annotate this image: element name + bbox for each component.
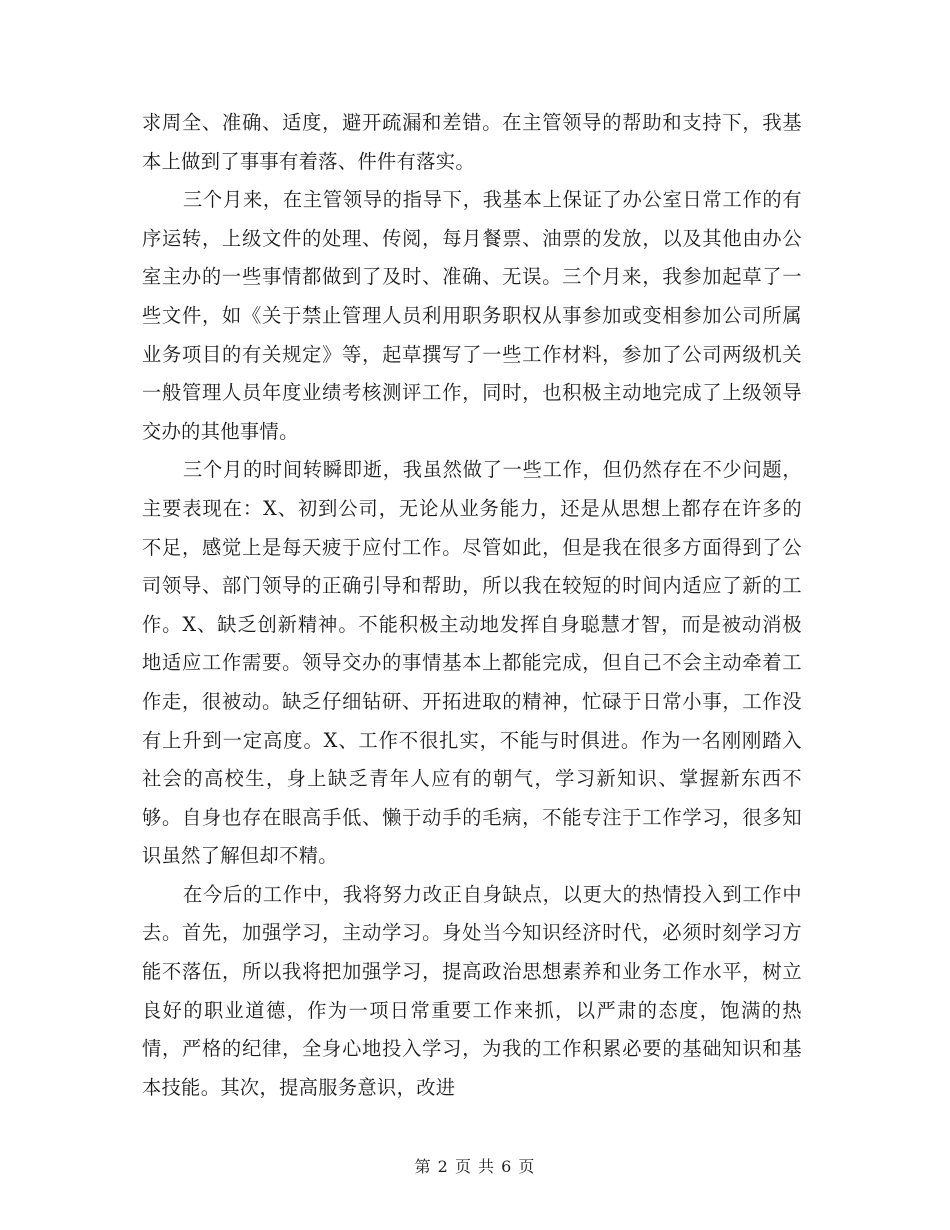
paragraph-2: 三个月来，在主管领导的指导下，我基本上保证了办公室日常工作的有序运转，上级文件的处理、传阅，每月餐票、油票的发放，以及其他由办公室主办的一些事情都做到了及时、准确、无误。三个月来，我参加起草了一些文件，如《关于禁止管理人员利用职务职权从事参加或变相参加公司所属业务项目的有关规定》等，起草撰写了一些工作材料，参加了公司两级机关一般管理人员年度业绩考核测评工作，同时，也积极主动地完成了上级领导交办的其他事情。 bbox=[142, 188, 802, 443]
document-body bbox=[142, 104, 802, 1107]
paragraph-3: 三个月的时间转瞬即逝，我虽然做了一些工作，但仍然存在不少问题，主要表现在：X、初到公司，无论从业务能力，还是从思想上都存在许多的不足，感觉上是每天疲于应付工作。尽管如此，但是我在很多方面得到了公司领导、部门领导的正确引导和帮助，所以我在较短的时间内适应了新的工作。X、缺乏创新精神。不能积极主动地发挥自身聪慧才智，而是被动消极地适应工作需要。领导交办的事情基本上都能完成，但自己不会主动牵着工作走，很被动。缺乏仔细钻研、开拓进取的精神，忙碌于日常小事，工作没有上升到一定高度。X、工作不很扎实，不能与时俱进。作为一名刚刚踏入社会的高校生，身上缺乏青年人应有的朝气，学习新知识、掌握新东西不够。自身也存在眼高手低、懒于动手的毛病，不能专注于工作学习，很多知识虽然了解但却不精。 bbox=[142, 458, 802, 868]
page-number-footer: 第 2 页 共 6 页 bbox=[414, 1157, 536, 1176]
paragraph-4: 在今后的工作中，我将努力改正自身缺点，以更大的热情投入到工作中去。首先，加强学习，主动学习。身处当今知识经济时代，必须时刻学习方能不落伍，所以我将把加强学习，提高政治思想素养和业务工作水平，树立良好的职业道德，作为一项日常重要工作来抓，以严肃的态度，饱满的热情，严格的纪律，全身心地投入学习，为我的工作积累必要的基础知识和基本技能。其次，提高服务意识，改进 bbox=[142, 882, 802, 1099]
paragraph-1: 求周全、准确、适度，避开疏漏和差错。在主管领导的帮助和支持下，我基本上做到了事事有着落、件件有落实。 bbox=[142, 111, 802, 173]
